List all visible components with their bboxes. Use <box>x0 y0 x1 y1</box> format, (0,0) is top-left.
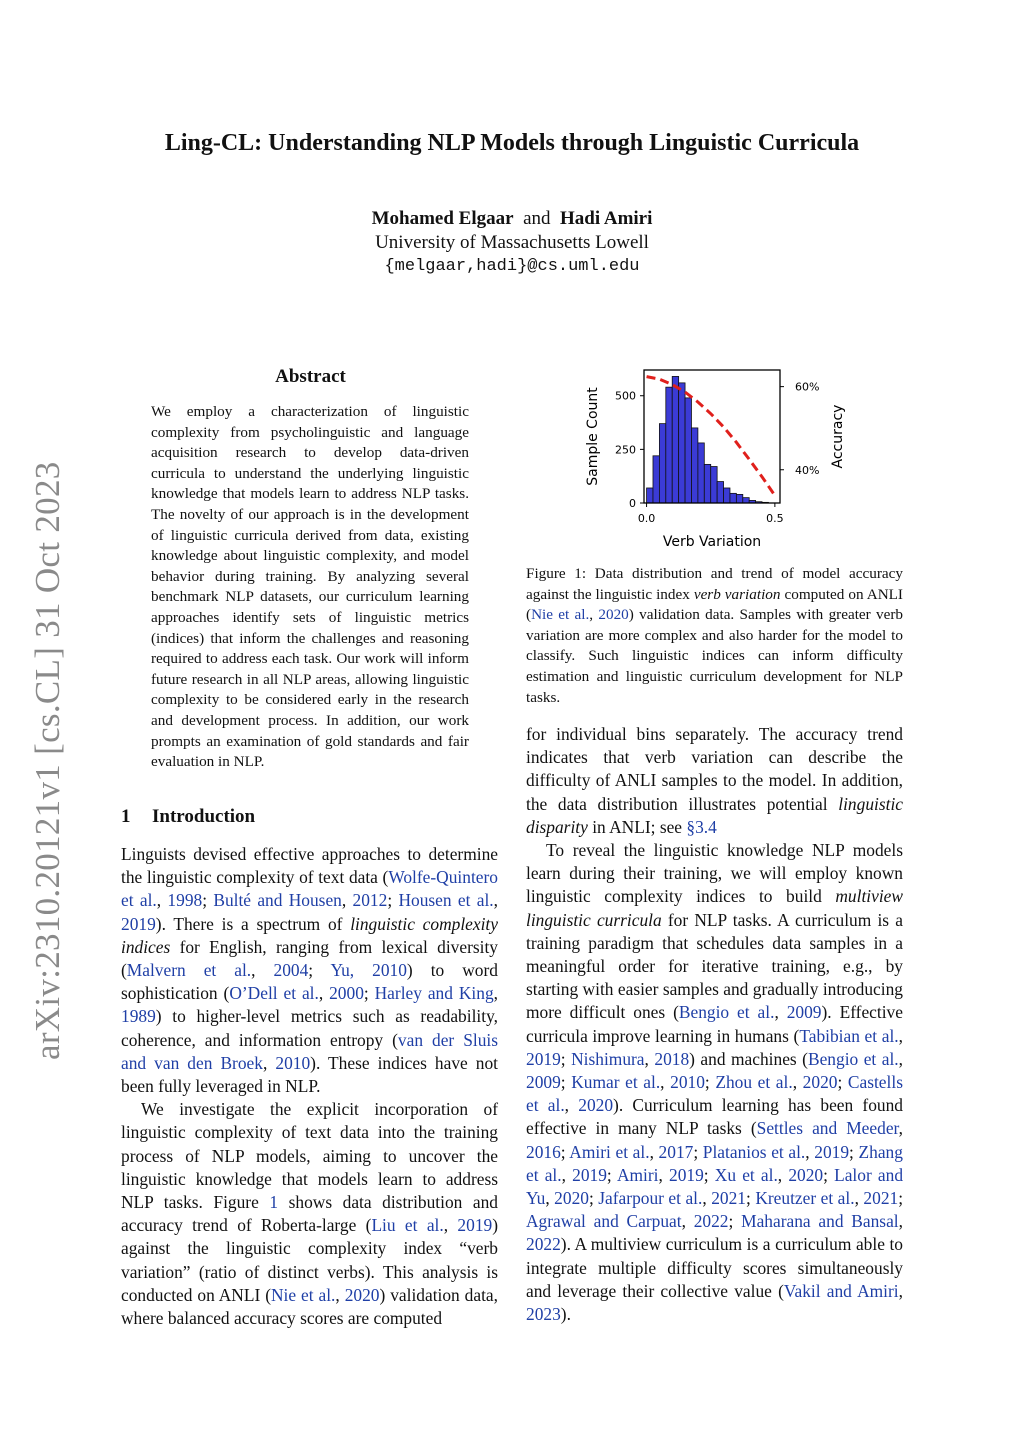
text-run: ). There is a spectrum of <box>155 913 351 934</box>
citation-link[interactable]: 2020 <box>578 1095 614 1116</box>
citation-link[interactable]: Housen et al. <box>398 890 494 911</box>
text-run: , <box>702 1188 712 1209</box>
x-axis-label: Verb Variation <box>662 534 762 550</box>
citation-link[interactable]: Nishimura <box>571 1048 645 1069</box>
y-tick-label: 250 <box>615 443 636 457</box>
text-run: Figure 1: Data distribution and trend of model accuracy against the linguistic index <box>526 565 903 603</box>
citation-link[interactable]: 2021 <box>711 1188 746 1209</box>
citation-link[interactable]: Vakil and Amiri <box>783 1280 899 1301</box>
text-run: , <box>660 1072 671 1093</box>
y2-tick-label: 60% <box>795 380 820 394</box>
histogram-bar <box>653 456 659 503</box>
text-run: , <box>443 1215 458 1236</box>
text-run: ; <box>898 1188 904 1209</box>
paper-title: Ling-CL: Understanding NLP Models through Linguistic Curricula <box>164 130 860 156</box>
histogram-bar <box>698 443 704 503</box>
citation-link[interactable]: Lalor and Yu <box>526 1164 904 1209</box>
text-run: , <box>774 1002 787 1023</box>
text-run: ). Effective curricula improve learning in humans ( <box>526 1002 903 1046</box>
text-run: , <box>545 1188 555 1209</box>
citation-link[interactable]: 1989 <box>121 1006 156 1027</box>
citation-link[interactable]: 2009 <box>786 1002 822 1023</box>
citation-link[interactable]: Castells et al. <box>526 1072 903 1116</box>
citation-link[interactable]: Zhang et al. <box>526 1141 903 1185</box>
text-run: , <box>649 1141 659 1162</box>
text-run: , <box>658 1164 669 1185</box>
text-run: for English, ranging from lexical diversity ( <box>121 936 498 981</box>
citation-link[interactable]: 2022 <box>526 1234 561 1255</box>
citation-link[interactable]: 2020 <box>802 1072 838 1093</box>
histogram-bar <box>704 464 710 503</box>
text-run: ; <box>588 1188 599 1209</box>
text-run: ; <box>849 1141 859 1162</box>
histogram-bar <box>743 498 749 503</box>
text-run: ; <box>746 1188 756 1209</box>
author-block <box>0 207 1024 279</box>
x-tick-label: 0.5 <box>766 512 784 525</box>
text-run: , <box>777 1164 789 1185</box>
text-run: for individual bins separately. The accuracy trend indicates that verb variation can describe the difficulty of ANLI samples to the model. In addition, the data distribution illustrates potential <box>526 724 903 814</box>
citation-link[interactable]: Harley and King <box>374 983 494 1004</box>
citation-link[interactable]: Amiri <box>616 1164 659 1185</box>
text-run: ). A multiview curriculum is a curriculum able to integrate multiple difficulty scores simultaneously and leverage their collective value ( <box>526 1234 903 1301</box>
text-run: ). Curriculum learning has been found effective in many NLP tasks ( <box>526 1095 903 1139</box>
left-column <box>121 843 498 1330</box>
y-tick-label: 0 <box>629 497 636 510</box>
chart-svg <box>580 360 860 555</box>
right-paragraph-2 <box>526 839 903 1326</box>
histogram-bar <box>672 376 678 503</box>
section-heading-introduction <box>121 806 255 828</box>
citation-link[interactable]: Maharana and Bansal <box>741 1211 899 1232</box>
text-run: , <box>318 983 330 1004</box>
citation-link[interactable]: Malvern et al. <box>126 960 252 981</box>
citation-link[interactable]: Nie et al. <box>531 606 590 624</box>
y2-tick-label: 40% <box>795 463 820 477</box>
text-run: ) and machines ( <box>689 1048 808 1069</box>
citation-link[interactable]: Bulté and Housen <box>213 890 342 911</box>
citation-link[interactable]: 2019 <box>121 913 156 934</box>
citation-link[interactable]: 2010 <box>275 1052 311 1073</box>
citation-link[interactable]: 2019 <box>669 1164 704 1185</box>
text-run: ; <box>693 1141 703 1162</box>
citation-link[interactable]: §3.4 <box>686 816 717 837</box>
text-run: ; <box>387 890 399 911</box>
text-run: ) to word sophistication ( <box>121 960 498 1004</box>
text-run: ; <box>560 1141 570 1162</box>
text-run: , <box>898 1048 903 1069</box>
arxiv-identifier: arXiv:2310.20121v1 [cs.CL] 31 Oct 2023 <box>28 461 67 1060</box>
citation-link[interactable]: 2017 <box>658 1141 694 1162</box>
citation-link[interactable]: Agrawal and Carpuat <box>526 1211 682 1232</box>
text-run: , <box>561 1164 573 1185</box>
citation-link[interactable]: 2020 <box>598 606 629 624</box>
histogram-bar <box>724 488 730 503</box>
citation-link[interactable]: 2020 <box>554 1188 589 1209</box>
citation-link[interactable]: O’Dell et al. <box>229 983 319 1004</box>
citation-link[interactable]: 1 <box>269 1192 279 1213</box>
citation-link[interactable]: Bengio et al. <box>678 1002 775 1023</box>
citation-link[interactable]: 2004 <box>273 960 309 981</box>
text-run: , <box>898 1280 903 1301</box>
citation-link[interactable]: 2000 <box>329 983 364 1004</box>
citation-link[interactable]: 2021 <box>863 1188 899 1209</box>
text-run: in ANLI; see <box>587 816 687 837</box>
citation-link[interactable]: 2019 <box>814 1141 850 1162</box>
text-run: ). These indices have not been fully leveraged in NLP. <box>121 1052 498 1097</box>
text-run: ). <box>560 1304 571 1325</box>
text-run: , <box>589 606 599 624</box>
histogram-bar <box>736 494 742 503</box>
text-run: for NLP tasks. A curriculum is a training paradigm that schedules data samples in a meaningful order for iterative training, e.g., by starting with easier samples and gradually introducing more difficult ones ( <box>526 909 903 1023</box>
citation-link[interactable]: 2020 <box>344 1284 380 1305</box>
affiliation: University of Massachusetts Lowell <box>375 232 649 253</box>
histogram-bar <box>685 398 691 503</box>
citation-link[interactable]: 2019 <box>457 1215 493 1236</box>
section-title: Introduction <box>152 806 256 827</box>
histogram-bar <box>717 482 723 503</box>
text-run: ; <box>202 890 214 911</box>
histogram-bar <box>730 493 736 503</box>
x-tick-label: 0.0 <box>637 512 656 525</box>
text-run: ) validation data. Samples with greater verb variation are more complex and also harder for the model to classify. Such linguistic indices can inform difficulty estimation and linguistic curriculum development for NLP tasks. <box>526 606 903 706</box>
citation-link[interactable]: 2010 <box>670 1072 705 1093</box>
y2-axis-label: Accuracy <box>830 404 846 469</box>
citation-link[interactable]: 2019 <box>526 1048 561 1069</box>
citation-link[interactable]: Kumar et al. <box>571 1072 661 1093</box>
citation-link[interactable]: Kreutzer et al. <box>755 1188 855 1209</box>
text-run: , <box>156 890 168 911</box>
text-run: , <box>341 890 353 911</box>
text-run: ) to higher-level metrics such as readability, coherence, and information entropy ( <box>121 1006 498 1050</box>
text-run: , <box>854 1188 864 1209</box>
citation-link[interactable]: Wolfe-Quintero et al. <box>121 867 498 911</box>
section-number: 1 <box>121 806 131 827</box>
citation-link[interactable]: Bengio et al. <box>807 1048 899 1069</box>
histogram-bar <box>647 488 653 503</box>
intro-paragraph-2 <box>121 1098 498 1330</box>
citation-link[interactable]: 2009 <box>526 1072 561 1093</box>
text-run: ; <box>308 960 331 981</box>
citation-link[interactable]: 2023 <box>526 1304 561 1325</box>
citation-link[interactable]: Zhou et al. <box>715 1072 793 1093</box>
text-run: We investigate the explicit incorporation of linguistic complexity of text data into the training process of NLP models, aiming to uncover the linguistic knowledge that models learn to address NLP tasks. Figure <box>121 1099 498 1213</box>
histogram-bar <box>691 428 697 503</box>
histogram-bar <box>679 383 685 503</box>
text-run: shows data distribution and accuracy trend of Roberta-large ( <box>121 1192 498 1236</box>
text-run: , <box>681 1211 694 1232</box>
citation-link[interactable]: Settles and Meeder <box>756 1118 899 1139</box>
text-run: ; <box>560 1072 572 1093</box>
citation-link[interactable]: 2020 <box>788 1164 824 1185</box>
abstract-text: We employ a characterization of linguistic complexity from psycholinguistic and language acquisition research to develop data-driven curricula to understand the underlying linguistic knowledge that models learn to address NLP tasks. The novelty of our approach is in the development of linguistic curricula derived from data, existing knowledge about linguistic complexity, and model behavior during training. By analyzing several benchmark NLP datasets, our curriculum learning approaches identify sets of linguistic metrics (indices) that inform the challenges and reasoning required to address each task. Our work will inform future research in all NLP areas, allowing linguistic complexity to be considered early in the research and development process. In addition, our work prompts an examination of gold standards and fair evaluation in NLP. <box>151 403 469 771</box>
citation-link[interactable]: Platanios et al. <box>702 1141 806 1162</box>
text-run: Linguists devised effective approaches to determine the linguistic complexity of text data ( <box>121 844 498 888</box>
intro-paragraph-1 <box>121 843 498 1098</box>
text-run: ; <box>823 1164 835 1185</box>
figure-1-chart <box>580 360 860 555</box>
citation-link[interactable]: Tabibian et al. <box>799 1025 899 1046</box>
text-run: ; <box>703 1164 715 1185</box>
text-run: computed on ANLI ( <box>526 585 903 624</box>
text-run: ; <box>363 983 375 1004</box>
figure-1-caption <box>526 564 903 708</box>
citation-link[interactable]: Liu et al. <box>371 1215 444 1236</box>
citation-link[interactable]: 2019 <box>572 1164 607 1185</box>
citation-link[interactable]: Amiri et al. <box>569 1141 650 1162</box>
author-conjunction: and <box>523 208 551 229</box>
citation-link[interactable]: 2016 <box>526 1141 561 1162</box>
histogram-bar <box>666 387 672 503</box>
right-paragraph-1 <box>526 723 903 839</box>
text-run: ; <box>606 1164 617 1185</box>
text-run: , <box>792 1072 803 1093</box>
histogram-bar <box>711 467 717 503</box>
text-run: , <box>644 1048 655 1069</box>
citation-link[interactable]: Xu et al. <box>714 1164 778 1185</box>
text-run: ) validation data, where balanced accuracy scores are computed <box>121 1284 498 1329</box>
text-run: , <box>898 1118 903 1139</box>
abstract-heading: Abstract <box>275 366 346 387</box>
text-run: ) against the linguistic complexity index “verb variation” (ratio of distinct verbs). This analysis is conducted on ANLI ( <box>121 1215 498 1305</box>
text-run: , <box>898 1211 903 1232</box>
histogram-bar <box>659 424 665 503</box>
text-run: , <box>262 1052 276 1073</box>
citation-link[interactable]: 2012 <box>352 890 388 911</box>
citation-link[interactable]: 1998 <box>167 890 203 911</box>
text-run: ; <box>704 1072 716 1093</box>
citation-link[interactable]: Nie et al. <box>271 1284 336 1305</box>
right-column <box>526 723 903 1326</box>
author-email: {melgaar,hadi}@cs.uml.edu <box>384 257 640 276</box>
citation-link[interactable]: Jafarpour et al. <box>598 1188 703 1209</box>
text-run: , <box>335 1284 345 1305</box>
text-run: , <box>805 1141 815 1162</box>
y-axis-label: Sample Count <box>585 387 601 486</box>
y-tick-label: 500 <box>615 389 636 403</box>
citation-link[interactable]: van der Sluis and van den Broek <box>121 1029 498 1073</box>
emphasis-text: multiview linguistic curricula <box>526 886 903 930</box>
citation-link[interactable]: 2022 <box>693 1211 729 1232</box>
text-run: , <box>898 1025 903 1046</box>
emphasis-text: verb variation <box>693 585 781 603</box>
text-run: ; <box>560 1048 572 1069</box>
text-run: , <box>493 890 498 911</box>
text-run: ; <box>837 1072 848 1093</box>
citation-link[interactable]: Yu, 2010 <box>330 960 407 981</box>
author-name-1: Mohamed Elgaar <box>371 208 514 229</box>
author-name-2: Hadi Amiri <box>560 208 653 229</box>
emphasis-text: linguistic complexity indices <box>121 913 498 957</box>
text-run: ; <box>728 1211 742 1232</box>
text-run: , <box>251 960 274 981</box>
text-run: To reveal the linguistic knowledge NLP models learn during their training, we will employ known linguistic complexity indices to build <box>526 840 903 907</box>
text-run: , <box>564 1095 579 1116</box>
citation-link[interactable]: 2018 <box>654 1048 690 1069</box>
emphasis-text: linguistic disparity <box>526 793 903 837</box>
text-run: , <box>493 983 498 1004</box>
